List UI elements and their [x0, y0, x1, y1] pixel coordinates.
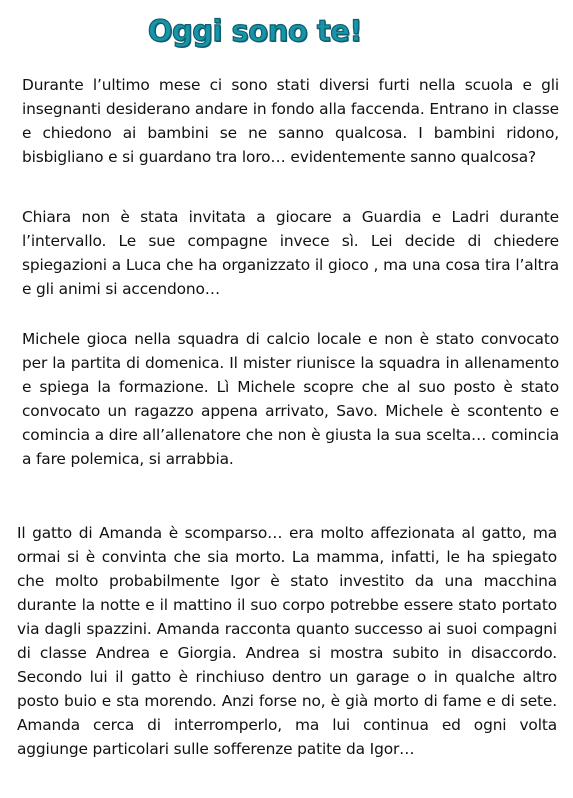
- scenario-paragraph-furti: Durante l’ultimo mese ci sono stati diversi furti nella scuola e gli insegnanti desiderano andare in fondo alla faccenda. Entrano in classe e chiedono ai bambini se ne sanno qualcosa. I bambini ridono, bisbigliano e si guardano tra loro… evidentemente sanno qualcosa?: [22, 76, 559, 166]
- scenario-paragraph-amanda: Il gatto di Amanda è scomparso… era molto affezionata al gatto, ma ormai si è convinta che sia morto. La mamma, infatti, le ha spiegato che molto probabilmente Igor è stato investito da una macchina durante la notte e il mattino il suo corpo potrebbe essere stato portato via dagli spazzini. Amanda racconta quanto successo ai suoi compagni di classe Andrea e Giorgia. Andrea si mostra subito in disaccordo. Secondo lui il gatto è rinchiuso dentro un garage o in qualche altro posto buio e sta morendo. Anzi forse no, è già morto di fame e di sete. Amanda cerca di interromperlo, ma lui continua ed ogni volta aggiunge particolari sulle sofferenze patite da Igor…: [17, 524, 557, 758]
- scenario-paragraph-michele: Michele gioca nella squadra di calcio locale e non è stato convocato per la partita di domenica. Il mister riunisce la squadra in allenamento e spiega la formazione. Lì Michele scopre che al suo posto è stato convocato un ragazzo appena arrivato, Savo. Michele è scontento e comincia a dire all’allenatore che non è giusta la sua scelta… comincia a fare polemica, si arrabbia.: [22, 330, 559, 468]
- scenario-paragraph-chiara: Chiara non è stata invitata a giocare a Guardia e Ladri durante l’intervallo. Le sue compagne invece sì. Lei decide di chiedere spiegazioni a Luca che ha organizzato il gioco , ma una cosa tira l’altra e gli animi si accendono…: [22, 208, 559, 298]
- page-title: Oggi sono te!: [147, 14, 363, 48]
